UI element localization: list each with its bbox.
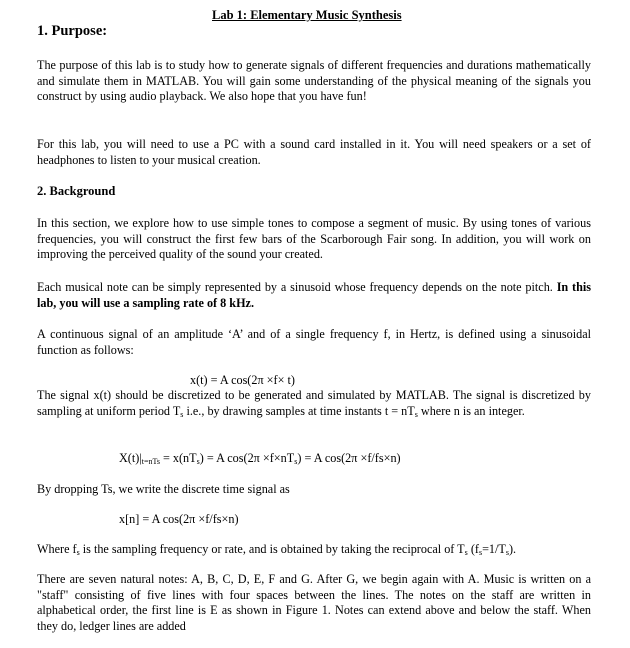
fs-text-b: is the sampling frequency or rate, and is obtained by taking the reciprocal of T: [79, 542, 465, 556]
background-paragraph-5: By dropping Ts, we write the discrete time signal as: [37, 482, 290, 496]
sub-s: s: [196, 457, 200, 466]
background-paragraph-7: There are seven natural notes: A, B, C, D, E, F and G. After G, we begin again with A. Music is written on a "staff" consisting of five lines with four spaces between the lines. The notes on the staff are written in alphabetical order, the first line is E as shown in Figure 1. Notes can extend above and below the staff. When they do, ledger lines are added: [37, 572, 591, 633]
discretize-text-a: The signal x(t) should be discretized to be generated and simulated by MATLAB. The signal is discretized by sampling at uniform period T: [37, 388, 591, 418]
background-heading: 2. Background: [37, 184, 116, 198]
discretize-text-c: where n is an integer.: [417, 403, 525, 418]
discrete-time-signal-equation: x[n] = A cos(2π ×f/fs×n): [119, 512, 239, 526]
sub-s: s: [294, 457, 298, 466]
continuous-signal-equation: x(t) = A cos(2π ×f× t): [190, 373, 295, 387]
background-paragraph-6: [37, 542, 591, 558]
document-title: Lab 1: Elementary Music Synthesis: [212, 8, 402, 22]
background-paragraph-3: A continuous signal of an amplitude ‘A’ and of a single frequency f, in Hertz, is defined using a sinusoidal function as follows:: [37, 327, 591, 357]
purpose-paragraph-2: For this lab, you will need to use a PC with a sound card installed in it. You will need speakers or a set of headphones to listen to your musical creation.: [37, 137, 591, 167]
eq2-part-c: ) = A cos(2π ×f×nT: [199, 451, 295, 465]
fs-text-d: =1/T: [482, 542, 506, 556]
fs-text-a: Where f: [37, 542, 77, 556]
background-paragraph-2: [37, 280, 591, 311]
background-paragraph-4: [37, 388, 591, 419]
sampling-rate-statement: In this lab, you will use a sampling rate of 8 kHz.: [37, 280, 592, 310]
discrete-sampling-equation: [119, 451, 401, 467]
background-paragraph-2-text: Each musical note can be simply represented by a sinusoid whose frequency depends on the note pitch.: [37, 280, 553, 294]
eq2-part-a: X(t)|: [119, 451, 142, 465]
sub-s: s: [76, 548, 80, 557]
sub-s: s: [414, 409, 418, 419]
sub-s: s: [478, 548, 483, 557]
sub-s: s: [180, 409, 184, 419]
eq2-subscript: t=nTs: [141, 457, 160, 466]
discretize-text-b: i.e., by drawing samples at time instants t = nT: [183, 403, 415, 418]
sub-s: s: [505, 548, 509, 557]
fs-text-c: (f: [467, 542, 479, 556]
sub-s: s: [464, 548, 468, 557]
purpose-paragraph-1: The purpose of this lab is to study how to generate signals of different frequencies and durations mathematically and simulate them in MATLAB. You will gain some understanding of the physical meaning of the signals you construct by using audio playback. We also hope that you have fun!: [37, 58, 591, 103]
background-paragraph-1: In this section, we explore how to use simple tones to compose a segment of music. By using tones of various frequencies, you will construct the first few bars of the Scarborough Fair song. In addition, you will work on improving the perceived quality of the sound your created.: [37, 216, 591, 261]
eq2-part-d: ) = A cos(2π ×f/fs×n): [297, 451, 401, 465]
purpose-heading: 1. Purpose:: [37, 23, 108, 39]
fs-text-e: ).: [509, 542, 517, 556]
eq2-part-b: = x(nT: [159, 451, 197, 465]
